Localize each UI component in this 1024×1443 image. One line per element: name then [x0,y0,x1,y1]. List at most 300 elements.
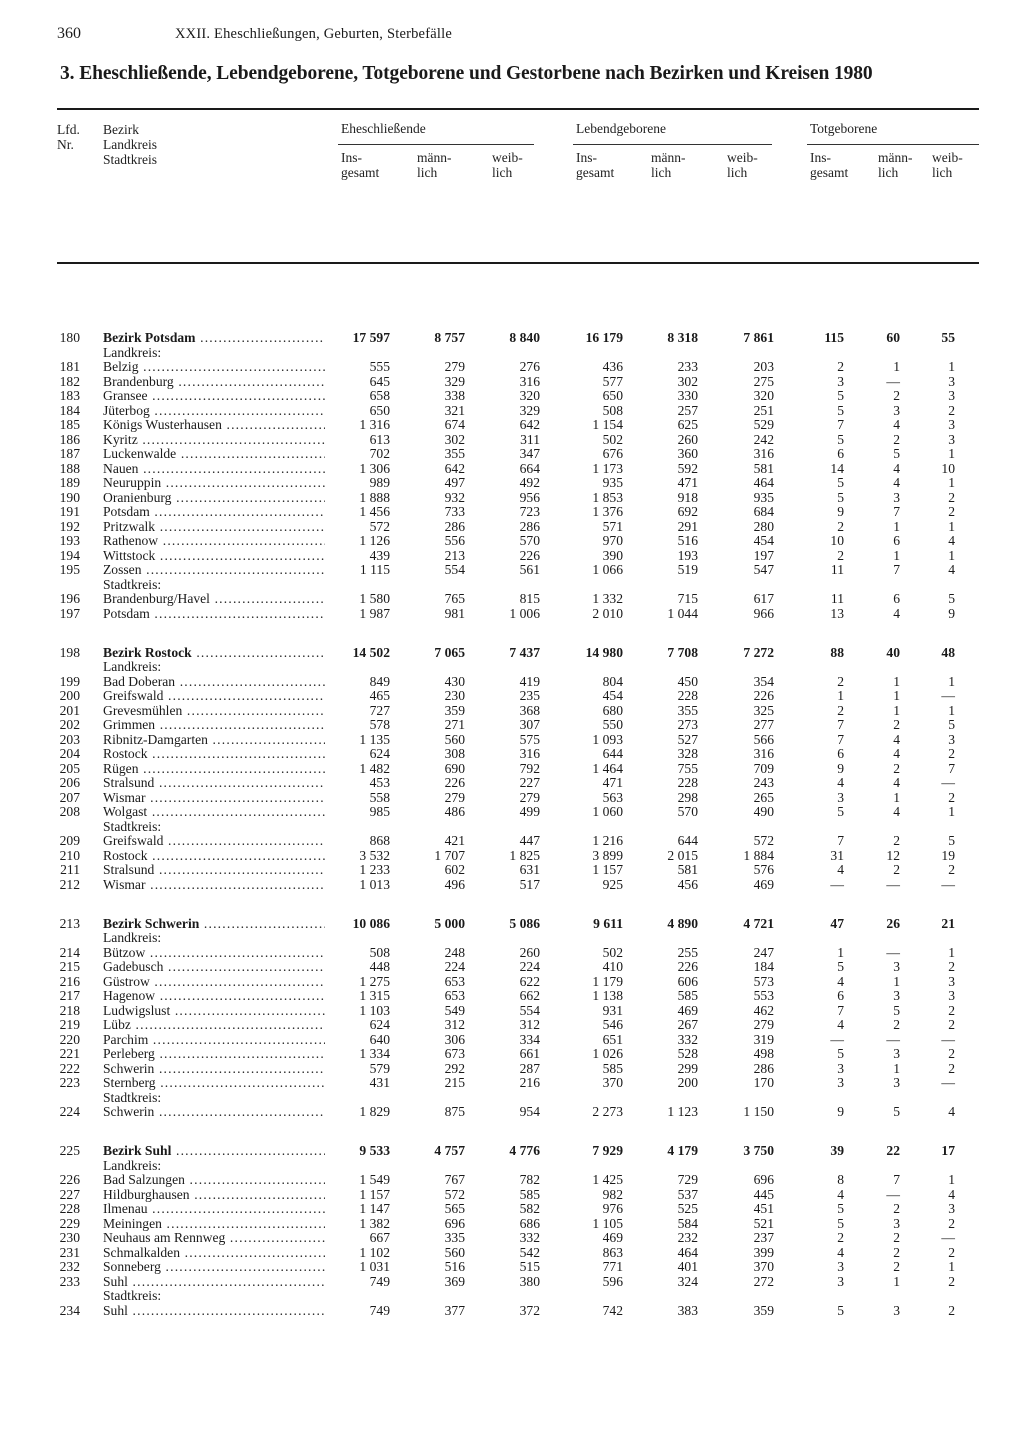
cell-ehe-maennlich: 516 [444,1259,465,1274]
cell-tot-maennlich: 3 [893,1302,900,1318]
table-row-kreis-label [0,346,1024,360]
cell-ehe-weiblich: 368 [519,702,540,718]
cell-lebend-insgesamt: 970 [602,533,623,548]
cell-ehe-maennlich: 733 [444,504,465,519]
region-name: Perleberg ..... [103,1047,325,1061]
cell-lebend-insgesamt: 546 [602,1017,623,1032]
region-name: Oranienburg ..... [103,491,325,505]
cell-tot-weiblich: 3 [948,417,955,432]
cell-ehe-insgesamt: 624 [369,1017,390,1032]
kreis-type-label: Stadtkreis: [103,577,162,592]
cell-lebend-maennlich: 4 890 [667,915,698,931]
kreis-type-label: Stadtkreis: [103,1289,162,1303]
region-name: Luckenwalde ..... [103,447,325,461]
cell-lebend-insgesamt: 577 [602,373,623,389]
cell-tot-weiblich: 1 [948,944,955,960]
cell-tot-insgesamt: 31 [830,847,844,863]
row-number: 223 [59,1075,80,1090]
cell-tot-weiblich: 2 [948,1273,955,1289]
table-row [0,360,1024,374]
cell-tot-maennlich: 2 [893,1259,900,1274]
cell-lebend-maennlich: 332 [677,1031,698,1047]
header-bezirk: Bezirk Landkreis Stadtkreis [103,122,157,167]
cell-ehe-maennlich: 329 [444,373,465,389]
cell-tot-insgesamt: 5 [837,402,844,418]
cell-lebend-maennlich: 401 [677,1259,698,1274]
table-row [0,1062,1024,1076]
region-name: Wittstock ..... [103,549,325,563]
table-row [0,1260,1024,1274]
header-group-rule [573,144,772,145]
cell-lebend-weiblich: 316 [753,446,774,461]
cell-lebend-insgesamt: 644 [602,746,623,761]
row-number: 191 [59,504,80,519]
cell-ehe-weiblich: 260 [519,944,540,960]
cell-tot-weiblich: 3 [948,431,955,447]
table-row [0,491,1024,505]
region-name: Rügen ..... [103,762,325,776]
table-row [0,762,1024,776]
cell-tot-weiblich: 1 [948,673,955,689]
cell-tot-maennlich: 22 [886,1143,900,1158]
table-row [0,1246,1024,1260]
cell-ehe-maennlich: 497 [444,475,465,490]
table-title: 3. Eheschließende, Lebendgeborene, Totgeborene und Gestorbene nach Bezirken und Kreisen 1980 [60,63,873,84]
cell-tot-insgesamt: 2 [837,1230,844,1245]
cell-lebend-weiblich: 966 [753,605,774,621]
header-sub-maennlich: männ- lich [878,150,913,180]
cell-lebend-insgesamt: 1 173 [592,460,623,476]
table-row [0,447,1024,461]
cell-ehe-weiblich: 661 [519,1046,540,1061]
cell-tot-maennlich: 4 [893,775,900,790]
cell-tot-insgesamt: 115 [824,330,844,345]
cell-lebend-insgesamt: 931 [602,1002,623,1018]
table-row [0,1047,1024,1061]
cell-ehe-maennlich: 308 [444,746,465,761]
cell-tot-maennlich: — [886,1031,900,1047]
cell-ehe-maennlich: 690 [444,760,465,776]
header-lfd-nr: Lfd. Nr. [57,122,80,152]
region-name: Bützow ..... [103,946,325,960]
region-name: Bad Doberan ..... [103,675,325,689]
cell-lebend-weiblich: 572 [753,833,774,848]
cell-lebend-maennlich: 570 [677,804,698,819]
cell-ehe-weiblich: 286 [519,518,540,534]
region-name: Königs Wusterhausen ..... [103,418,325,432]
cell-ehe-weiblich: 320 [519,388,540,403]
cell-lebend-weiblich: 265 [753,789,774,805]
cell-ehe-insgesamt: 1 233 [359,862,390,877]
cell-tot-maennlich: 4 [893,804,900,819]
cell-ehe-maennlich: 224 [444,959,465,974]
cell-lebend-weiblich: 399 [753,1244,774,1260]
cell-lebend-weiblich: 286 [753,1060,774,1076]
table-row [0,462,1024,476]
cell-tot-maennlich: 6 [893,533,900,548]
row-number: 212 [59,876,80,892]
cell-tot-maennlich: 1 [893,702,900,718]
cell-lebend-weiblich: 581 [753,460,774,476]
row-number: 222 [59,1060,80,1076]
table-row [0,878,1024,892]
cell-lebend-weiblich: 709 [753,760,774,776]
cell-lebend-maennlich: 200 [677,1075,698,1090]
cell-ehe-weiblich: 380 [519,1273,540,1289]
cell-ehe-insgesamt: 558 [369,789,390,805]
header-sub-weiblich: weib- lich [492,150,523,180]
cell-ehe-insgesamt: 9 533 [359,1143,390,1158]
cell-ehe-insgesamt: 985 [369,804,390,819]
cell-lebend-weiblich: 243 [753,775,774,790]
row-number: 227 [59,1186,80,1202]
cell-ehe-maennlich: 653 [444,973,465,989]
cell-lebend-maennlich: 233 [677,359,698,374]
cell-tot-maennlich: — [886,373,900,389]
cell-tot-maennlich: 4 [893,731,900,747]
cell-tot-maennlich: 2 [893,1201,900,1216]
cell-tot-weiblich: — [941,876,955,892]
region-name: Stralsund ..... [103,776,325,790]
cell-tot-maennlich: 2 [893,1244,900,1260]
cell-ehe-insgesamt: 702 [369,446,390,461]
cell-tot-insgesamt: 9 [837,1104,844,1119]
cell-ehe-maennlich: 306 [444,1031,465,1047]
cell-ehe-weiblich: 664 [519,460,540,476]
cell-ehe-weiblich: 7 437 [509,644,540,660]
cell-tot-weiblich: 3 [948,988,955,1003]
cell-ehe-weiblich: 723 [519,504,540,519]
cell-tot-weiblich: 2 [948,1002,955,1018]
row-number: 182 [59,373,80,389]
cell-lebend-weiblich: 170 [753,1075,774,1090]
table-row [0,1076,1024,1090]
cell-tot-weiblich: 7 [948,760,955,776]
cell-lebend-maennlich: 525 [677,1201,698,1216]
row-number: 216 [59,973,80,989]
region-name: Neuruppin ..... [103,476,325,490]
region-name: Güstrow ..... [103,975,325,989]
region-name: Brandenburg ..... [103,375,325,389]
table-row [0,1018,1024,1032]
cell-tot-weiblich: 1 [948,446,955,461]
cell-tot-insgesamt: 5 [837,431,844,447]
cell-tot-weiblich: 2 [948,504,955,519]
cell-tot-maennlich: 4 [893,746,900,761]
cell-tot-insgesamt: 6 [837,988,844,1003]
cell-lebend-insgesamt: 863 [602,1244,623,1260]
cell-ehe-weiblich: 4 776 [509,1143,540,1158]
kreis-type-label: Landkreis: [103,345,162,360]
header-bottom-rule [57,262,979,264]
region-name: Potsdam ..... [103,607,325,621]
table-row [0,505,1024,519]
cell-lebend-maennlich: 291 [677,518,698,534]
region-name: Parchim ..... [103,1033,325,1047]
cell-lebend-maennlich: 193 [677,547,698,563]
cell-lebend-insgesamt: 1 157 [592,862,623,877]
cell-ehe-insgesamt: 555 [369,359,390,374]
cell-lebend-weiblich: 251 [753,402,774,418]
region-name: Schwerin ..... [103,1105,325,1119]
cell-lebend-insgesamt: 1 425 [592,1172,623,1187]
cell-lebend-weiblich: 454 [753,533,774,548]
cell-lebend-insgesamt: 1 179 [592,973,623,989]
cell-tot-insgesamt: 7 [837,731,844,747]
cell-lebend-insgesamt: 454 [602,688,623,703]
cell-lebend-maennlich: 355 [677,702,698,718]
table-row [0,1304,1024,1318]
cell-tot-weiblich: 1 [948,1172,955,1187]
cell-lebend-insgesamt: 502 [602,431,623,447]
cell-ehe-insgesamt: 613 [369,431,390,447]
cell-lebend-weiblich: 3 750 [743,1143,774,1158]
cell-ehe-weiblich: 575 [519,731,540,747]
cell-lebend-weiblich: 203 [753,359,774,374]
region-name: Gransee ..... [103,389,325,403]
cell-ehe-maennlich: 875 [444,1104,465,1119]
cell-ehe-insgesamt: 667 [369,1230,390,1245]
cell-ehe-maennlich: 215 [444,1075,465,1090]
cell-tot-insgesamt: 5 [837,804,844,819]
cell-ehe-maennlich: 696 [444,1215,465,1231]
cell-ehe-weiblich: 642 [519,417,540,432]
row-number: 221 [59,1046,80,1061]
cell-lebend-maennlich: 519 [677,562,698,577]
cell-lebend-weiblich: 1 150 [743,1104,774,1119]
cell-ehe-weiblich: 419 [519,673,540,689]
cell-ehe-weiblich: 224 [519,959,540,974]
cell-lebend-insgesamt: 982 [602,1186,623,1202]
cell-ehe-maennlich: 271 [444,717,465,732]
cell-ehe-insgesamt: 849 [369,673,390,689]
cell-ehe-weiblich: 347 [519,446,540,461]
cell-ehe-weiblich: 447 [519,833,540,848]
cell-tot-insgesamt: 1 [837,688,844,703]
table-row-bezirk [0,917,1024,931]
cell-lebend-maennlich: 226 [677,959,698,974]
cell-ehe-insgesamt: 1 147 [359,1201,390,1216]
cell-lebend-insgesamt: 976 [602,1201,623,1216]
cell-lebend-insgesamt: 563 [602,789,623,805]
cell-tot-weiblich: — [941,775,955,790]
cell-lebend-maennlich: 456 [677,876,698,892]
cell-lebend-maennlich: 299 [677,1060,698,1076]
row-number: 231 [59,1244,80,1260]
row-number: 198 [59,644,80,660]
cell-ehe-weiblich: 956 [519,489,540,505]
row-number: 219 [59,1017,80,1032]
cell-tot-maennlich: 3 [893,1075,900,1090]
row-number: 187 [59,446,80,461]
cell-tot-insgesamt: 11 [830,562,844,577]
cell-lebend-weiblich: 316 [753,746,774,761]
cell-lebend-maennlich: 360 [677,446,698,461]
row-number: 213 [59,915,80,931]
cell-ehe-maennlich: 560 [444,1244,465,1260]
cell-lebend-insgesamt: 1 154 [592,417,623,432]
cell-ehe-weiblich: 316 [519,373,540,389]
cell-ehe-insgesamt: 1 334 [359,1046,390,1061]
cell-ehe-weiblich: 235 [519,688,540,703]
cell-tot-weiblich: 2 [948,489,955,505]
cell-ehe-maennlich: 226 [444,775,465,790]
cell-tot-insgesamt: 3 [837,1060,844,1076]
cell-ehe-insgesamt: 17 597 [352,330,390,345]
cell-tot-insgesamt: 4 [837,1244,844,1260]
cell-tot-insgesamt: 3 [837,1075,844,1090]
cell-lebend-weiblich: 275 [753,373,774,389]
cell-tot-weiblich: 2 [948,1302,955,1318]
cell-tot-weiblich: 2 [948,1017,955,1032]
cell-lebend-insgesamt: 370 [602,1075,623,1090]
cell-tot-weiblich: 2 [948,1046,955,1061]
cell-tot-insgesamt: 3 [837,789,844,805]
cell-tot-weiblich: 3 [948,731,955,747]
cell-ehe-insgesamt: 624 [369,746,390,761]
cell-lebend-insgesamt: 1 093 [592,731,623,747]
cell-lebend-maennlich: 729 [677,1172,698,1187]
cell-lebend-maennlich: 584 [677,1215,698,1231]
region-name: Gadebusch ..... [103,960,325,974]
row-number: 203 [59,731,80,747]
region-name: Wolgast ..... [103,805,325,819]
region-name: Belzig ..... [103,360,325,374]
table-row [0,520,1024,534]
cell-lebend-weiblich: 451 [753,1201,774,1216]
table-row [0,960,1024,974]
cell-tot-weiblich: 1 [948,547,955,563]
cell-tot-insgesamt: 3 [837,1273,844,1289]
region-name: Wismar ..... [103,878,325,892]
cell-ehe-maennlich: 338 [444,388,465,403]
region-name: Nauen ..... [103,462,325,476]
cell-lebend-weiblich: 242 [753,431,774,447]
cell-ehe-insgesamt: 572 [369,518,390,534]
cell-ehe-weiblich: 329 [519,402,540,418]
cell-lebend-weiblich: 464 [753,475,774,490]
cell-lebend-weiblich: 498 [753,1046,774,1061]
header-group-eheschliessende: Eheschließende [341,121,426,136]
cell-ehe-weiblich: 570 [519,533,540,548]
cell-ehe-insgesamt: 1 031 [359,1259,390,1274]
cell-ehe-maennlich: 932 [444,489,465,505]
cell-tot-weiblich: 4 [948,533,955,548]
cell-lebend-insgesamt: 14 980 [585,644,623,660]
cell-ehe-maennlich: 674 [444,417,465,432]
cell-tot-maennlich: 4 [893,460,900,476]
cell-lebend-weiblich: 184 [753,959,774,974]
cell-lebend-maennlich: 267 [677,1017,698,1032]
cell-ehe-maennlich: 602 [444,862,465,877]
cell-tot-insgesamt: 5 [837,475,844,490]
cell-tot-insgesamt: 6 [837,446,844,461]
cell-lebend-maennlich: 8 318 [667,330,698,345]
cell-ehe-maennlich: 286 [444,518,465,534]
cell-ehe-maennlich: 5 000 [434,915,465,931]
cell-lebend-weiblich: 696 [753,1172,774,1187]
cell-lebend-weiblich: 226 [753,688,774,703]
cell-ehe-weiblich: 276 [519,359,540,374]
cell-ehe-insgesamt: 465 [369,688,390,703]
cell-ehe-maennlich: 554 [444,562,465,577]
cell-lebend-insgesamt: 680 [602,702,623,718]
cell-tot-weiblich: 4 [948,1186,955,1202]
region-name: Greifswald ..... [103,689,325,703]
table-row [0,863,1024,877]
cell-tot-weiblich: 9 [948,605,955,621]
header-sub-maennlich: männ- lich [417,150,452,180]
cell-ehe-insgesamt: 10 086 [352,915,390,931]
cell-ehe-insgesamt: 1 013 [359,876,390,892]
cell-lebend-insgesamt: 471 [602,775,623,790]
cell-tot-insgesamt: 14 [830,460,844,476]
region-name: Lübz ..... [103,1018,325,1032]
cell-ehe-weiblich: 954 [519,1104,540,1119]
cell-ehe-weiblich: 8 840 [509,330,540,345]
cell-ehe-weiblich: 372 [519,1302,540,1318]
row-number: 183 [59,388,80,403]
cell-lebend-insgesamt: 651 [602,1031,623,1047]
cell-tot-maennlich: 7 [893,504,900,519]
row-number: 199 [59,673,80,689]
cell-tot-insgesamt: 3 [837,1259,844,1274]
table-row [0,563,1024,577]
cell-lebend-weiblich: 280 [753,518,774,534]
cell-lebend-weiblich: 617 [753,591,774,606]
cell-lebend-weiblich: 529 [753,417,774,432]
cell-tot-maennlich: 2 [893,431,900,447]
cell-ehe-insgesamt: 508 [369,944,390,960]
row-number: 232 [59,1259,80,1274]
cell-tot-maennlich: 1 [893,359,900,374]
region-name: Greifswald ..... [103,834,325,848]
cell-tot-maennlich: 4 [893,417,900,432]
cell-tot-weiblich: 1 [948,1259,955,1274]
cell-tot-insgesamt: 5 [837,1215,844,1231]
cell-lebend-maennlich: 469 [677,1002,698,1018]
cell-tot-maennlich: 1 [893,547,900,563]
cell-ehe-maennlich: 765 [444,591,465,606]
cell-tot-insgesamt: 11 [830,591,844,606]
cell-lebend-insgesamt: 508 [602,402,623,418]
cell-tot-maennlich: 2 [893,717,900,732]
cell-lebend-weiblich: 370 [753,1259,774,1274]
cell-ehe-maennlich: 430 [444,673,465,689]
cell-tot-insgesamt: 7 [837,1002,844,1018]
cell-tot-weiblich: 1 [948,359,955,374]
cell-tot-maennlich: 1 [893,1273,900,1289]
cell-ehe-insgesamt: 1 126 [359,533,390,548]
region-name: Grimmen ..... [103,718,325,732]
cell-lebend-weiblich: 547 [753,562,774,577]
cell-ehe-weiblich: 517 [519,876,540,892]
header-sub-maennlich: männ- lich [651,150,686,180]
cell-lebend-weiblich: 7 272 [743,644,774,660]
cell-tot-weiblich: 2 [948,746,955,761]
cell-ehe-insgesamt: 1 482 [359,760,390,776]
cell-ehe-weiblich: 782 [519,1172,540,1187]
cell-ehe-insgesamt: 1 829 [359,1104,390,1119]
row-number: 181 [59,359,80,374]
table-row [0,776,1024,790]
cell-lebend-weiblich: 354 [753,673,774,689]
cell-lebend-weiblich: 469 [753,876,774,892]
cell-lebend-insgesamt: 16 179 [585,330,623,345]
cell-lebend-maennlich: 1 123 [667,1104,698,1119]
table-row [0,1033,1024,1047]
table-row [0,1188,1024,1202]
